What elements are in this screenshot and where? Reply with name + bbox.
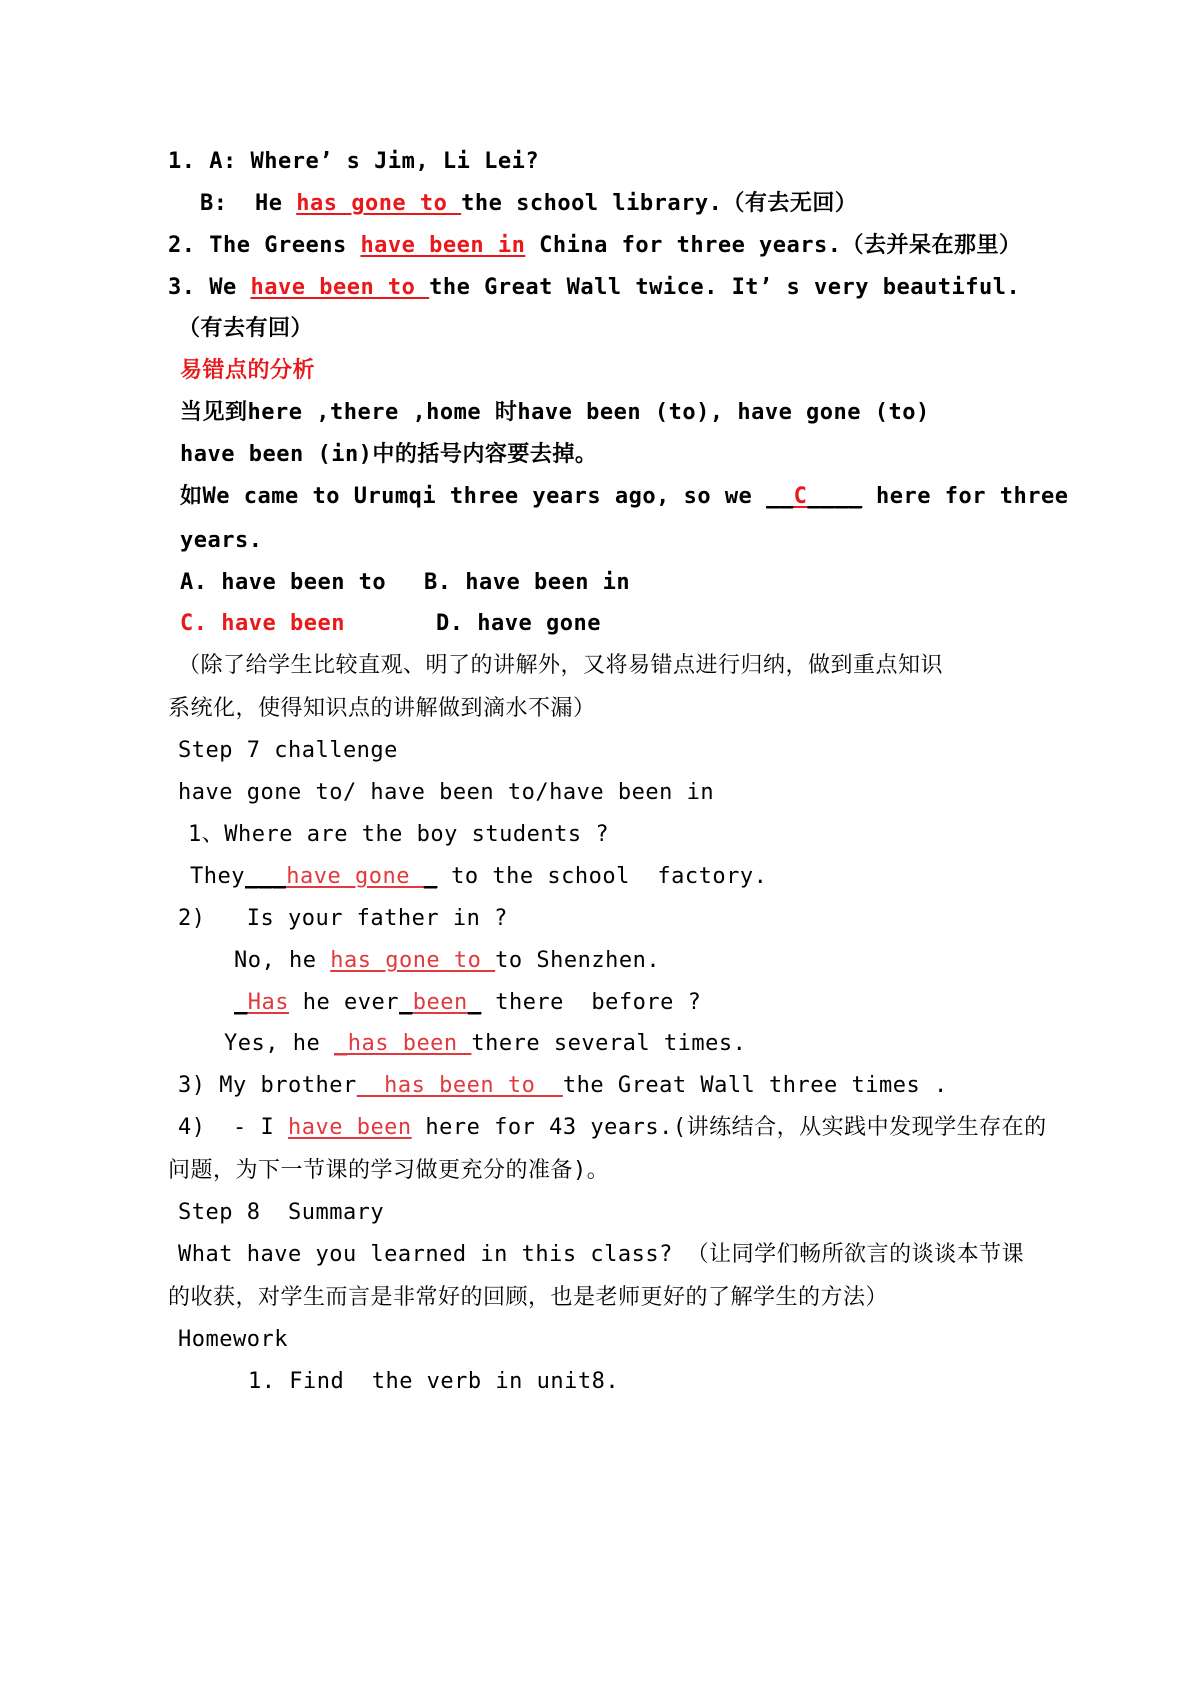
answer-c: C (793, 484, 808, 509)
teaching-note-1: （除了给学生比较直观、明了的讲解外，又将易错点进行归纳，做到重点知识 (178, 653, 944, 678)
rule-line-2: have been (in)中的括号内容要去掉。 (180, 442, 598, 467)
example-1-answer: B: He has gone to the school library.（有去无回） (200, 191, 858, 216)
example-2: 2. The Greens have been in China for three years.（去并呆在那里） (168, 233, 1022, 258)
example-question: 如We came to Urumqi three years ago, so we __C____ here for three (180, 484, 1069, 509)
exercise-2-question: 2) Is your father in ? (178, 906, 508, 931)
answer-been: been (412, 990, 468, 1015)
answer-has-gone-to-2: has gone to (330, 948, 496, 973)
exercise-2-answer-1: No, he has gone to to Shenzhen. (234, 948, 661, 973)
exercise-4-note: 问题，为下一节课的学习做更充分的准备)。 (168, 1158, 610, 1183)
answer-has-been: _has been (333, 1031, 472, 1056)
step-8-heading: Step 8 Summary (178, 1200, 385, 1225)
example-1-question: 1. A: Where’ s Jim, Li Lei? (168, 149, 540, 174)
summary-question: What have you learned in this class? （让同学们畅所欲言的谈谈本节课 (178, 1242, 1025, 1267)
answer-have-gone: have gone (286, 864, 424, 889)
teaching-note-2: 系统化，使得知识点的讲解做到滴水不漏） (168, 696, 596, 721)
exercise-1-question: 1、Where are the boy students ? (188, 822, 610, 847)
option-d: D. have gone (436, 611, 601, 636)
exercise-2-answer-2: Yes, he _has been there several times. (224, 1031, 747, 1056)
answer-has-been-to: has been to (356, 1073, 563, 1098)
option-b: B. have been in (424, 570, 631, 595)
homework-heading: Homework (178, 1327, 288, 1352)
exercise-3: 3) My brother has been to the Great Wall three times . (178, 1073, 948, 1098)
step-7-heading: Step 7 challenge (178, 738, 398, 763)
answer-has-gone-to: has gone to (296, 191, 462, 216)
exercise-4: 4) - I have been here for 43 years.(讲练结合，从实践中发现学生存在的 (178, 1115, 1047, 1140)
option-a: A. have been to (180, 570, 387, 595)
answer-have-been-to: have been to (250, 275, 430, 300)
word-choices: have gone to/ have been to/have been in (178, 780, 715, 805)
rule-line-1: 当见到here ,there ,home 时have been (to), have gone (to) (180, 400, 930, 425)
example-question-cont: years. (180, 528, 263, 553)
answer-have-been: have been (287, 1115, 412, 1140)
answer-has: Has (247, 990, 289, 1015)
exercise-2-question-2: _Has he ever_been_ there before ? (234, 990, 702, 1015)
example-3-note: （有去有回） (178, 316, 314, 341)
example-3: 3. We have been to the Great Wall twice. It’ s very beautiful. (168, 275, 1021, 300)
section-heading-common-errors: 易错点的分析 (180, 358, 316, 383)
exercise-1-answer: They___have gone _ to the school factory. (190, 864, 768, 889)
summary-note: 的收获，对学生而言是非常好的回顾，也是老师更好的了解学生的方法） (168, 1285, 889, 1310)
homework-item-1: 1. Find the verb in unit8. (248, 1369, 620, 1394)
answer-have-been-in: have been in (360, 233, 526, 258)
option-c-correct: C. have been (180, 611, 345, 636)
